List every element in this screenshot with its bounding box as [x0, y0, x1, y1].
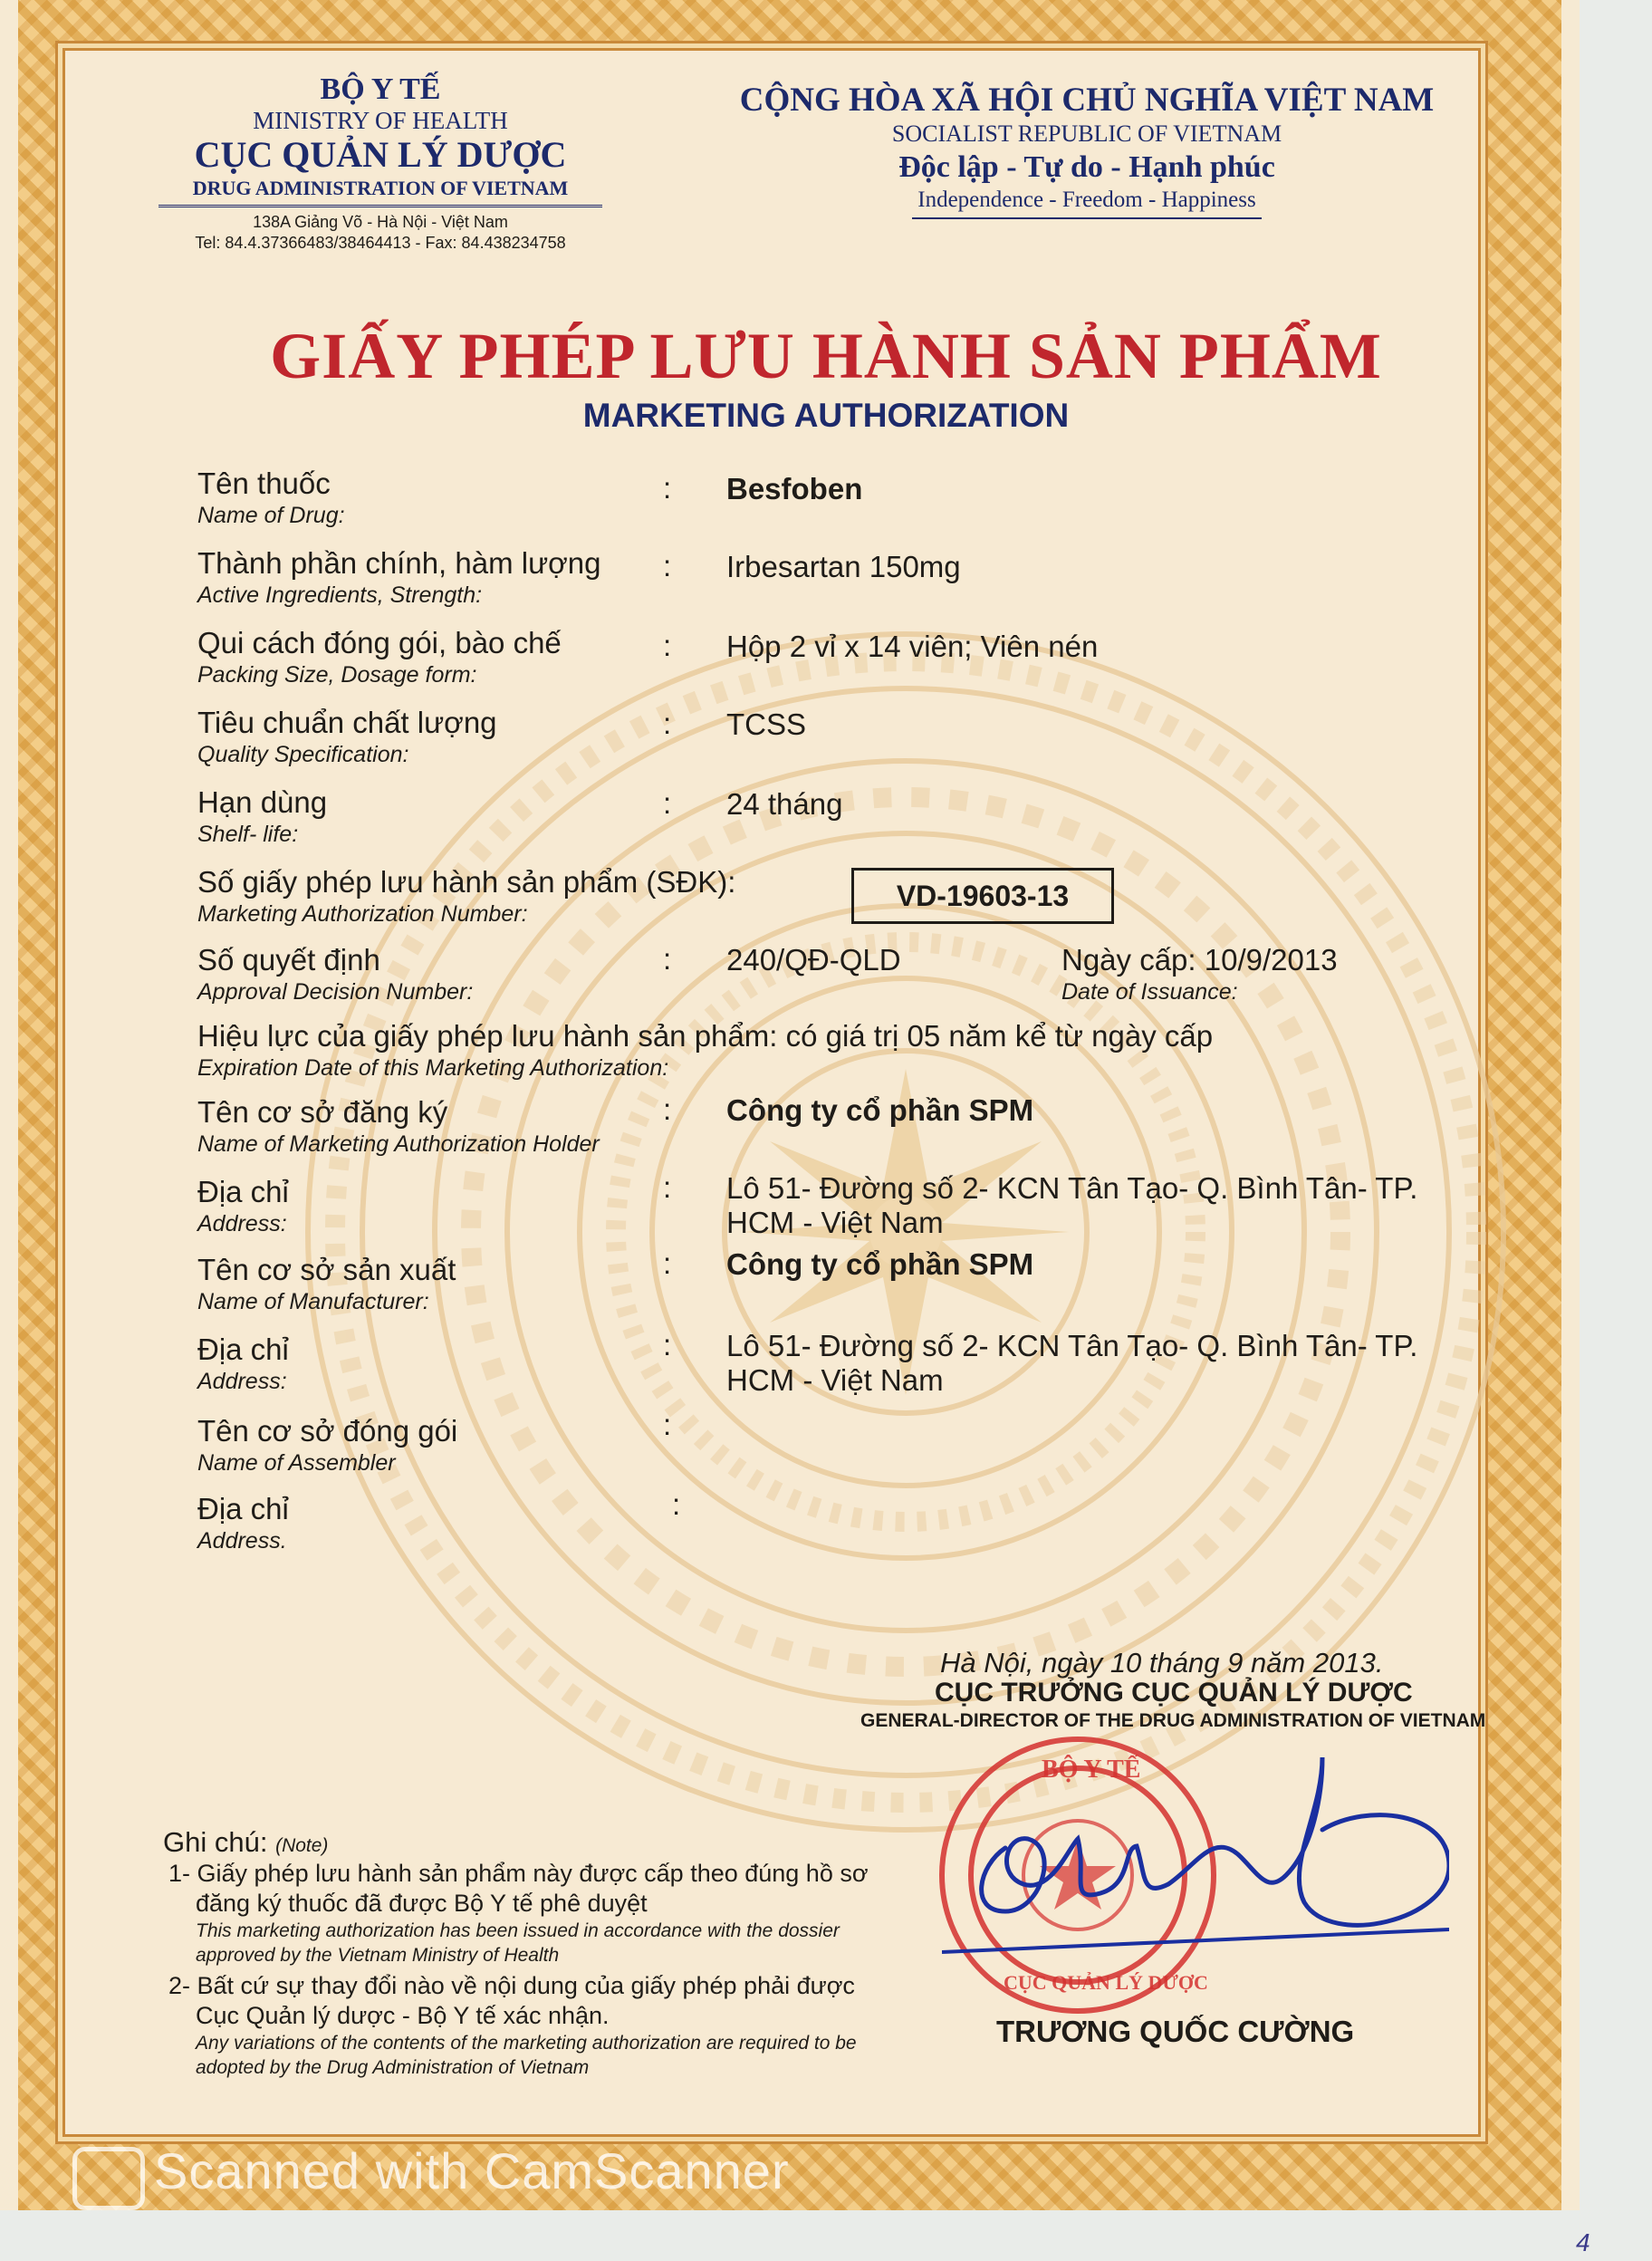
field-label-vn: Địa chỉ: [197, 1333, 289, 1366]
field-label-vn: Số giấy phép lưu hành sản phẩm (SĐK):: [197, 865, 736, 899]
note-2-vn-cont: Cục Quản lý dược - Bộ Y tế xác nhận.: [196, 2002, 610, 2029]
note-1-en-line2: approved by the Vietnam Ministry of Health: [196, 1945, 560, 1966]
field-label-vn: Tên cơ sở đóng gói: [197, 1414, 458, 1448]
document-title-vn: GIẤY PHÉP LƯU HÀNH SẢN PHẨM: [270, 320, 1382, 392]
notes-heading-en: (Note): [275, 1835, 329, 1856]
validity-en: Expiration Date of this Marketing Authorization:: [197, 1055, 669, 1081]
agency-name-en: DRUG ADMINISTRATION OF VIETNAM: [158, 176, 602, 207]
field-value-manufacturer-address-line2: HCM - Việt Nam: [726, 1363, 944, 1397]
note-1-en-line1: This marketing authorization has been issued in accordance with the dossier: [196, 1920, 840, 1941]
field-value-holder-address-line2: HCM - Việt Nam: [726, 1206, 944, 1239]
note-2-en-line2: adopted by the Drug Administration of Vietnam: [196, 2057, 590, 2078]
field-colon: :: [663, 629, 672, 662]
field-value-manufacturer-address-line1: Lô 51- Đường số 2- KCN Tân Tạo- Q. Bình Tân- TP.: [726, 1329, 1418, 1362]
ministry-name-en: MINISTRY OF HEALTH: [253, 107, 508, 134]
field-holder-address: [197, 1174, 289, 1237]
agency-name-vn: CỤC QUẢN LÝ DƯỢC: [194, 134, 567, 175]
republic-name-en: SOCIALIST REPUBLIC OF VIETNAM: [891, 120, 1282, 147]
motto-en: Independence - Freedom - Happiness: [912, 187, 1261, 219]
field-value-shelf-life: 24 tháng: [726, 787, 843, 821]
field-label-en: Active Ingredients, Strength:: [197, 582, 483, 608]
field-value-drug: Besfoben: [726, 472, 863, 505]
field-holder: [197, 1094, 600, 1158]
field-value-packing: Hộp 2 vỉ x 14 viên; Viên nén: [726, 630, 1099, 663]
field-manufacturer-address: [197, 1332, 289, 1395]
signer-title-vn: CỤC TRƯỞNG CỤC QUẢN LÝ DƯỢC: [935, 1678, 1413, 1708]
field-value-holder-address-line1: Lô 51- Đường số 2- KCN Tân Tạo- Q. Bình Tân- TP.: [726, 1171, 1418, 1205]
field-validity: [197, 1018, 1213, 1082]
field-label-vn: Tên thuốc: [197, 467, 331, 500]
validity-vn: Hiệu lực của giấy phép lưu hành sản phẩm: có giá trị 05 năm kể từ ngày cấp: [197, 1019, 1214, 1053]
note-1-vn: 1- Giấy phép lưu hành sản phẩm này được cấp theo đúng hồ sơ: [168, 1860, 869, 1887]
motto-vn: Độc lập - Tự do - Hạnh phúc: [898, 150, 1275, 184]
field-label-vn: Qui cách đóng gói, bào chế: [197, 626, 562, 659]
note-2-en: [163, 2031, 915, 2080]
field-label-en: Address.: [197, 1528, 287, 1554]
field-colon: :: [672, 1487, 681, 1521]
ministry-header: [158, 72, 602, 253]
note-2-en-line1: Any variations of the contents of the marketing authorization are required to be: [196, 2033, 857, 2054]
field-label-en: Packing Size, Dosage form:: [197, 662, 477, 688]
field-drug-name: [197, 466, 345, 529]
page-corner-mark: 4: [1576, 2228, 1590, 2256]
field-colon: :: [663, 786, 672, 820]
field-colon: :: [663, 707, 672, 740]
field-label-vn: Tên cơ sở đăng ký: [197, 1095, 448, 1129]
field-label-vn: Số quyết định: [197, 943, 380, 977]
field-colon: :: [663, 1328, 672, 1361]
note-2-vn: 2- Bất cứ sự thay đổi nào về nội dung của giấy phép phải được: [168, 1972, 855, 1999]
handwritten-signature: [942, 1739, 1449, 1975]
notes-heading-vn: Ghi chú:: [163, 1826, 268, 1858]
camscanner-logo-icon: [72, 2147, 145, 2210]
field-label-en: Name of Manufacturer:: [197, 1289, 429, 1314]
field-label-vn: Địa chỉ: [197, 1492, 289, 1525]
republic-name-vn: CỘNG HÒA XÃ HỘI CHỦ NGHĨA VIỆT NAM: [739, 82, 1435, 119]
field-ingredients: [197, 545, 601, 609]
issuance-date-vn: Ngày cấp: 10/9/2013: [1061, 943, 1338, 977]
issuance-date-en: Date of Issuance:: [1061, 979, 1238, 1005]
field-label-en: Approval Decision Number:: [197, 979, 474, 1005]
field-label-en: Address:: [197, 1369, 287, 1394]
field-label-vn: Địa chỉ: [197, 1175, 289, 1208]
document-title-en: MARKETING AUTHORIZATION: [582, 397, 1070, 434]
field-label-en: Quality Specification:: [197, 742, 409, 767]
field-authorization-number: [197, 864, 735, 928]
field-quality: [197, 705, 497, 768]
field-colon: :: [663, 1170, 672, 1204]
field-label-vn: Tiêu chuẩn chất lượng: [197, 706, 497, 739]
field-value-decision: 240/QĐ-QLD: [726, 943, 901, 977]
field-colon: :: [663, 942, 672, 976]
field-colon: :: [663, 1246, 672, 1280]
field-colon: :: [663, 1092, 672, 1126]
field-decision-number: [197, 942, 473, 1005]
note-1-vn-cont: đăng ký thuốc đã được Bộ Y tế phê duyệt: [196, 1890, 648, 1917]
stamp-text-bottom: CỤC QUẢN LÝ DƯỢC: [1004, 1971, 1208, 1994]
note-1-en: [163, 1919, 915, 1968]
field-label-vn: Hạn dùng: [197, 785, 328, 819]
field-assembler: [197, 1413, 457, 1477]
camscanner-watermark: Scanned with CamScanner: [154, 2142, 790, 2199]
field-value-manufacturer: Công ty cổ phần SPM: [726, 1247, 1034, 1281]
signer-name: TRƯƠNG QUỐC CƯỜNG: [996, 2015, 1355, 2048]
national-header: [706, 82, 1467, 219]
stamp-text-top: BỘ Y TẾ: [1042, 1756, 1141, 1784]
field-label-vn: Tên cơ sở sản xuất: [197, 1253, 456, 1286]
field-colon: :: [663, 471, 672, 505]
field-label-en: Shelf- life:: [197, 822, 299, 847]
field-value-holder: Công ty cổ phần SPM: [726, 1093, 1034, 1127]
field-value-quality: TCSS: [726, 707, 807, 741]
field-packing: [197, 625, 562, 688]
notes-section: [163, 1826, 915, 2083]
field-assembler-address: [197, 1491, 289, 1554]
notes-heading: [163, 1826, 915, 1859]
ministry-name-vn: BỘ Y TẾ: [320, 72, 441, 106]
field-label-en: Name of Marketing Authorization Holder: [197, 1131, 600, 1157]
field-colon: :: [663, 549, 672, 582]
place-and-date: Hà Nội, ngày 10 tháng 9 năm 2013.: [940, 1647, 1384, 1679]
agency-address: 138A Giảng Võ - Hà Nội - Việt Nam: [253, 213, 508, 231]
field-label-en: Address:: [197, 1211, 287, 1236]
signer-title-en: GENERAL-DIRECTOR OF THE DRUG ADMINISTRATION OF VIETNAM: [860, 1710, 1486, 1731]
agency-contact: Tel: 84.4.37366483/38464413 - Fax: 84.438234758: [195, 234, 566, 252]
field-label-en: Marketing Authorization Number:: [197, 901, 528, 927]
field-issuance-date: [1061, 942, 1338, 1005]
field-label-en: Name of Drug:: [197, 503, 345, 528]
field-label-en: Name of Assembler: [197, 1450, 396, 1476]
authorization-number-box: VD-19603-13: [851, 868, 1114, 924]
field-value-ingredients: Irbesartan 150mg: [726, 550, 961, 583]
field-manufacturer: [197, 1252, 456, 1315]
field-colon: :: [663, 1408, 672, 1441]
field-label-vn: Thành phần chính, hàm lượng: [197, 546, 601, 580]
field-shelf-life: [197, 784, 327, 848]
